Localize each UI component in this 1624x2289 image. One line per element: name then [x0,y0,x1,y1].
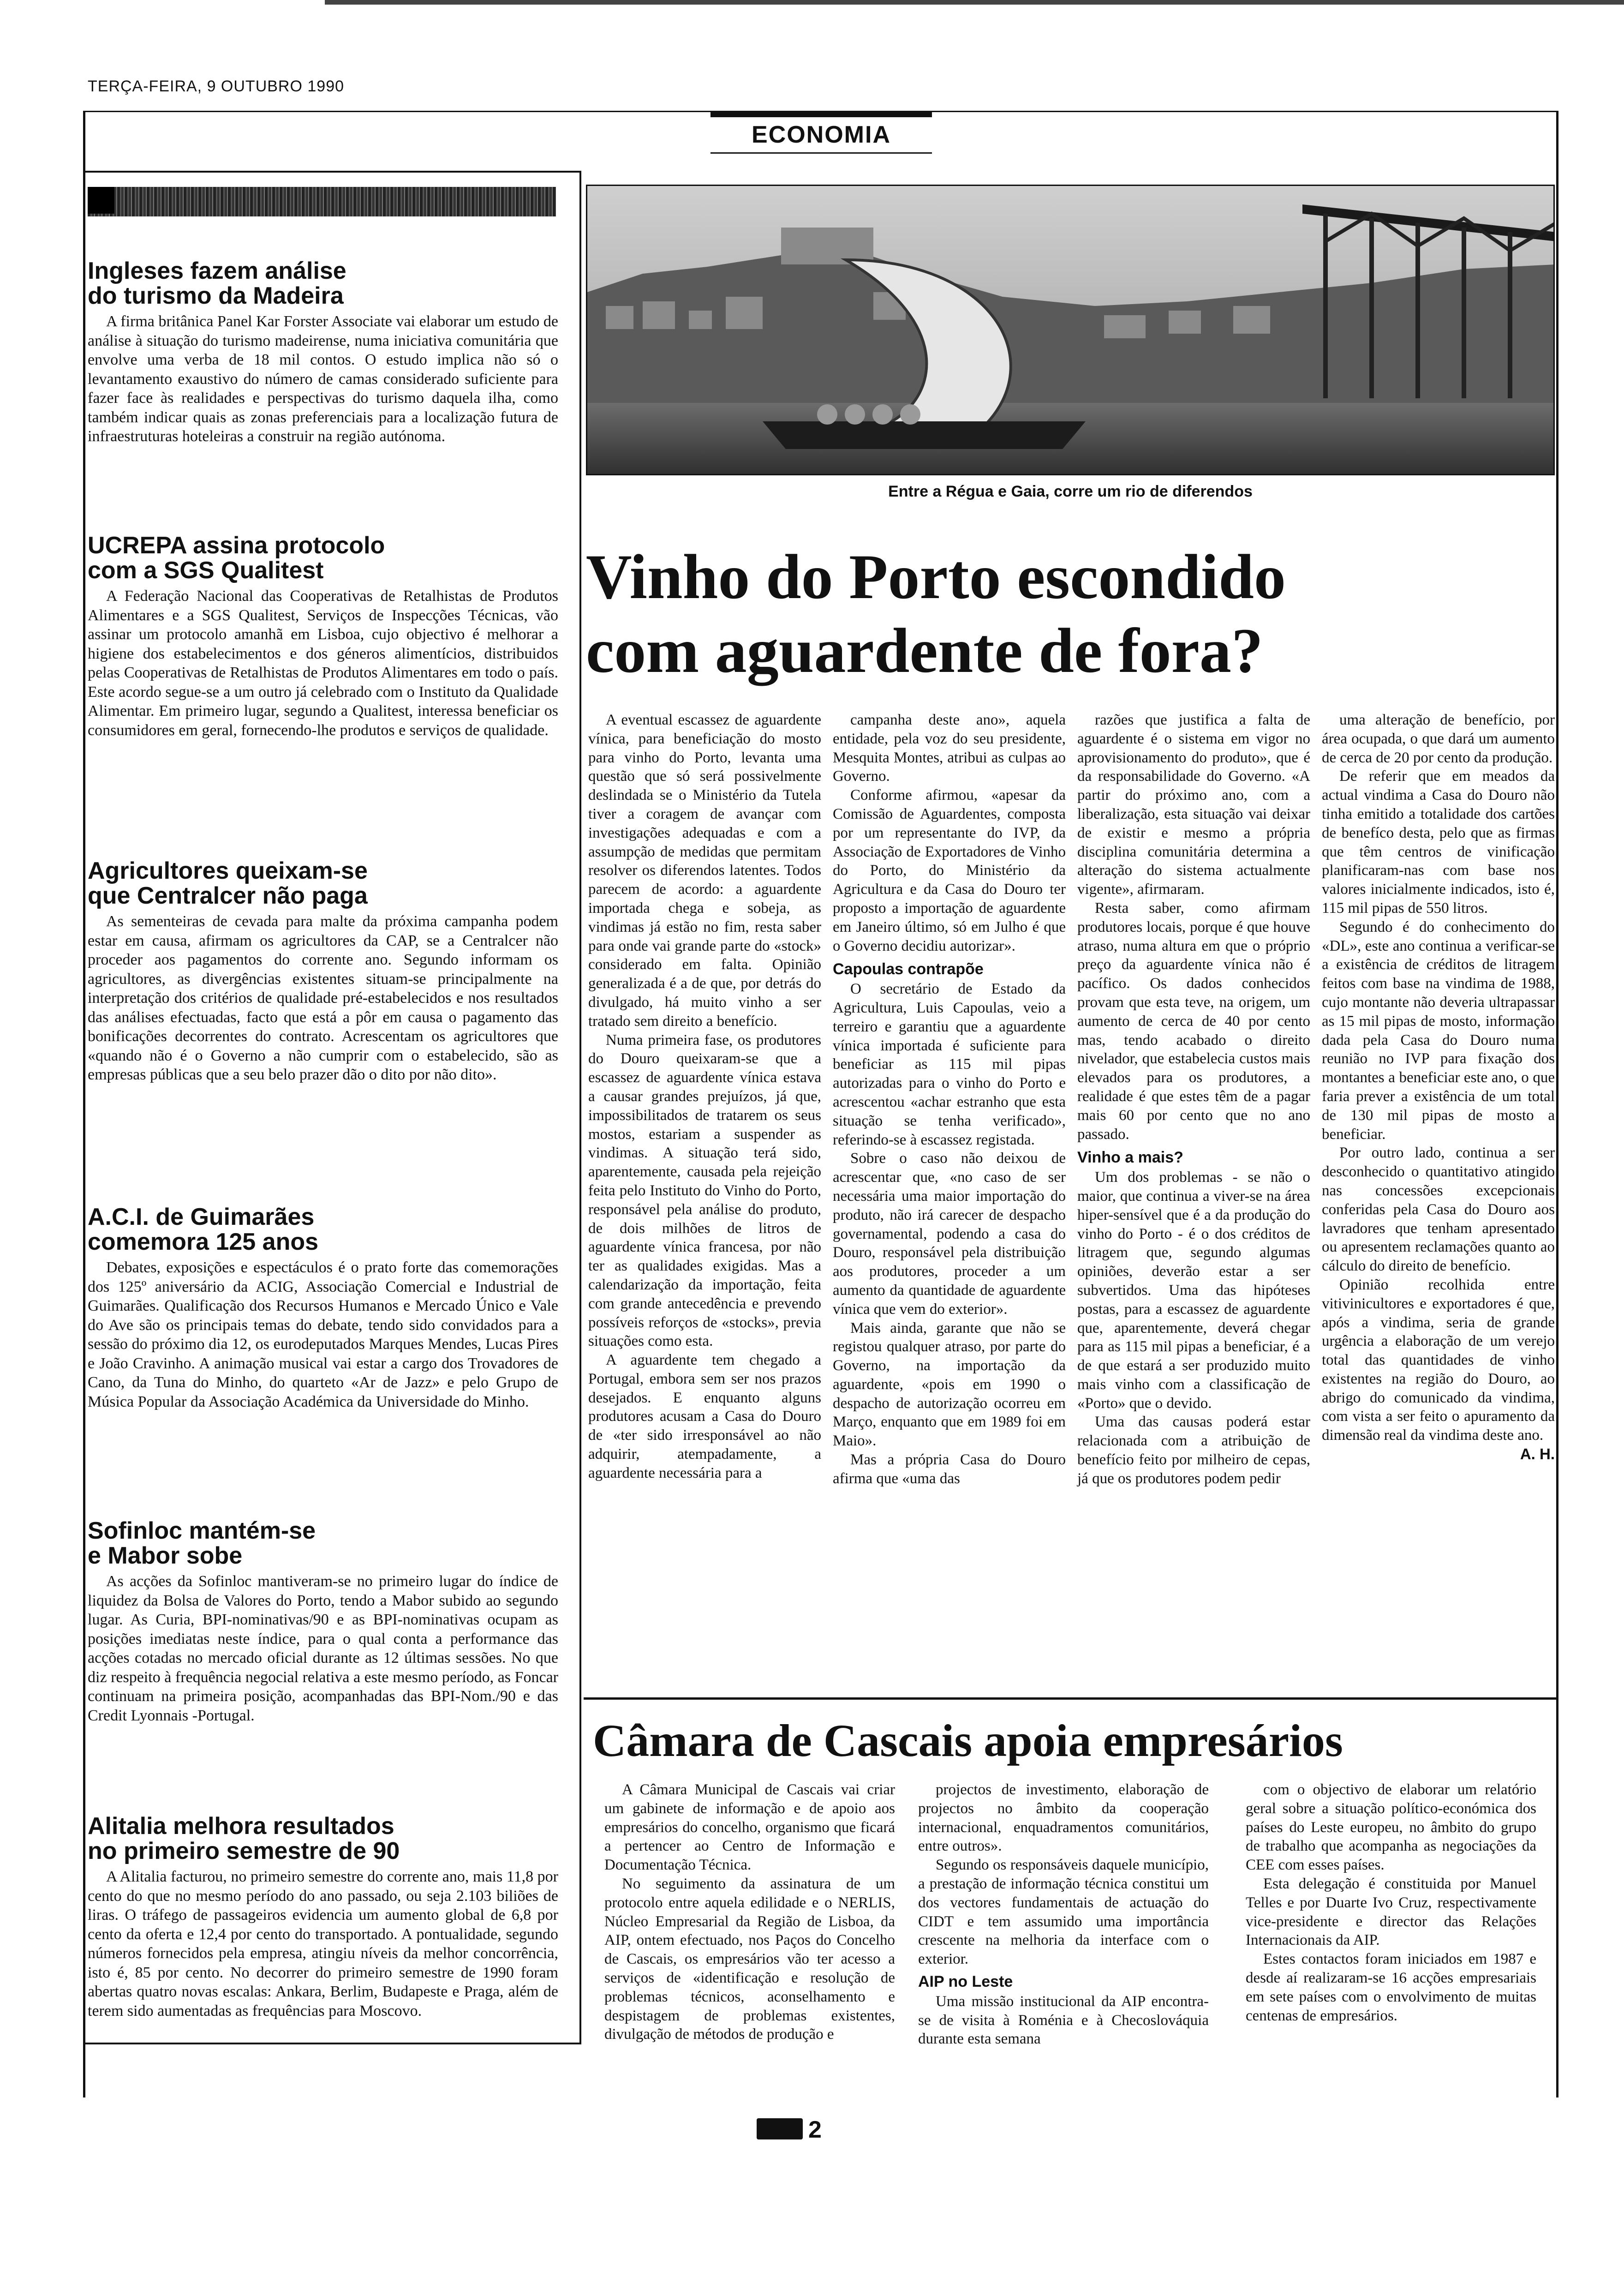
sidebar-header-band [88,187,556,216]
page-number: 2 [808,2116,822,2143]
second-headline: Câmara de Cascais apoia empresários [593,1715,1343,1766]
date-line: TERÇA-FEIRA, 9 OUTUBRO 1990 [88,78,345,95]
main-story-column-1 [588,711,821,1483]
paragraph: uma alteração de benefício, por área ocupada, o que dará um aumento de cerca de 20 por cento da produção. [1322,712,1555,766]
paragraph: De referir que em meados da actual vindima a Casa do Douro não tinha emitido a totalidade dos cartões de benefíco desta, pelo que as firmas que têm centros de vinificação planificaram-nas com base nos valores inicialmente indicados, isto é, 115 mil pipas de 550 litros. [1322,768,1555,917]
brief-ucrepa [88,533,558,740]
paragraph: O secretário de Estado da Agricultura, Luis Capoulas, veio a terreiro e garantiu que a aguardente vínica importada é suficiente para beneficiar as 115 mil pipas autorizadas para o vinho do Porto e acrescentou «achar estranho que esta situação se tenha verificado», referindo-se à escassez registada. [833,981,1066,1148]
sidebar-square-icon [88,187,114,214]
second-story-column-1 [604,1780,895,2044]
newspaper-logo-icon [757,2118,803,2139]
subhead: Capoulas contrapõe [833,960,984,978]
scan-edge [0,0,1624,5]
paragraph: Segundo os responsáveis daquele município, a prestação de informação técnica constitui um dos vectores fundamentais de actuação do CIDT e tem assumido uma importância crescente na melhoria da interface com o exterior. [918,1857,1209,1968]
paragraph: Esta delegação é constituida por Manuel Telles e por Duarte Ivo Cruz, respectivamente vice-presidente e director das Relações Internacionais da AIP. [1246,1875,1536,1949]
paragraph: Uma missão institucional da AIP encontra-se de visita à Roménia e à Checoslováquia durante esta semana [918,1993,1209,2048]
douro-river-photo [586,185,1555,475]
brief-title: Ingleses fazem análise do turismo da Madeira [88,258,346,309]
main-story-column-4 [1322,711,1555,1464]
brief-agricultores [88,858,558,1085]
photo-illustration [587,186,1555,475]
subhead: Vinho a mais? [1077,1149,1183,1167]
paragraph: No seguimento da assinatura de um protocolo entre aquela edilidade e o NERLIS, Núcleo Empresarial da Região de Lisboa, da AIP, ontem efectuado, nos Paços do Concelho de Cascais, os empresários vão ter acesso a serviços de «identificação e resolução de problemas técnicos, aconselhamento e despistagem de problemas existentes, divulgação de métodos de produção e [604,1875,895,2043]
brief-body: As sementeiras de cevada para malte da próxima campanha podem estar em causa, afirmam os agricultores da CAP, se a Centralcer não proceder aos pagamentos do corrente ano. Segundo informam os agricultores, as divergências existentes situam-se principalmente na interpretação dos critérios de qualidade pré-estabelecidos e nos resultados das análises efectuadas, facto que está a pôr em causa o pagamento das bonificações decorrentes do contrato. Acrescentam os agricultores que «quando não é o Governo a não cumprir com o estabelecido, são as empresas públicas que a seu belo prazer dão o dito por não dito». [88,913,558,1083]
paragraph: A eventual escassez de aguardente vínica, para beneficiação do mosto para vinho do Porto, levanta uma questão que só será possivelmente deslindada se o Ministério da Tutela tiver a coragem de avançar com investigações adequadas e com a assumpção de medidas que permitam resolver os diferendos latentes. Todos parecem de acordo: a aguardente importada chega e sobeja, as vindimas já estão no fim, resta saber para onde vai grande parte do «stock» considerado em falta. Opinião generalizada é a de que, por detrás do divulgado, há muito vinho a ser tratado sem direito a benefício. [588,712,821,1030]
paragraph: Resta saber, como afirmam produtores locais, porque é que houve atraso, numa altura em que o próprio preço da aguardente vínica não é pacífico. Os dados conhecidos provam que esta teve, na origem, um aumento de cerca de 40 por cento mas, tendo acabado o direito nivelador, que estabelecia custos mais elevados para os produtores, a realidade é que estes têm de a pagar mais 60 por cento que no ano passado. [1077,899,1310,1143]
brief-body: As acções da Sofinloc mantiveram-se no primeiro lugar do índice de liquidez da Bolsa de Valores do Porto, tendo a Mabor subido ao segundo lugar. As Curia, BPI-nominativas/90 e as BPI-nominativas ocupam as posições imediatas neste índice, para o qual conta a performance das acções cotadas no mercado oficial durante as 12 últimas sessões. No que diz respeito à frequência negocial relativa a este mesmo período, as Foncar continuam na primeira posição, acompanhadas das BPI-Nom./90 e das Credit Lyonnais -Portugal. [88,1573,558,1724]
brief-madeira [88,258,558,446]
paragraph: Mais ainda, garante que não se registou qualquer atraso, por parte do Governo, na importação da aguardente, «pois em 1990 o despacho de autorização ocorreu em Março, enquanto que em 1989 foi em Maio». [833,1319,1066,1450]
subhead: AIP no Leste [918,1972,1013,1990]
briefs-sidebar [83,171,581,2044]
brief-title: A.C.I. de Guimarães comemora 125 anos [88,1204,319,1255]
brief-title: Sofinloc mantém-se e Mabor sobe [88,1517,316,1569]
main-story-column-3 [1077,711,1310,1488]
paragraph: projectos de investimento, elaboração de projectos no âmbito da cooperação internacional, enquadramentos comunitários, entre outros». [918,1781,1209,1855]
paragraph: Estes contactos foram iniciados em 1987 e desde aí realizaram-se 16 acções empresariais em sete países com o envolvimento de muitas centenas de empresários. [1246,1951,1536,2024]
second-story-column-2 [918,1780,1209,2049]
paragraph: Sobre o caso não deixou de acrescentar que, «no caso de ser necessária uma maior importação do produto, não irá carecer de despacho governamental, podendo a casa do Douro, responsável pela distribuição aos produtores, proceder a um aumento da quantidade de aguardente vínica que vem do exterior». [833,1150,1066,1318]
photo-caption: Entre a Régua e Gaia, corre um rio de diferendos [888,483,1253,500]
main-story-column-2 [833,711,1066,1488]
brief-title: UCREPA assina protocolo com a SGS Qualitest [88,532,385,584]
brief-alitalia [88,1814,558,2020]
brief-body: A Federação Nacional das Cooperativas de Retalhistas de Produtos Alimentares e a SGS Qualitest, Serviços de Inspecções Técnicas, vão assinar um protocolo amanhã em Lisboa, cujo objectivo é melhorar a higiene dos estabelecimentos e dos géneros alimentícios, distribuidos pelas Cooperativas de Retalhistas de Produtos Alimentares em todo o país. Este acordo segue-se a um outro já celebrado com o Instituto da Qualidade Alimentar. Em primeiro lugar, segundo a Qualitest, interessa beneficiar os consumidores em geral, fornecendo-lhe produtos e serviços de qualidade. [88,587,558,739]
author-signature: A. H. [1520,1445,1555,1463]
paragraph: A Câmara Municipal de Cascais vai criar um gabinete de informação e de apoio aos empresários do concelho, organismo que ficará a pertencer ao Centro de Informação e Documentação Técnica. [604,1781,895,1874]
second-story-rule [584,1697,1557,1700]
paragraph: Segundo é do conhecimento do «DL», este ano continua a verificar-se a existência de créditos de litragem feitos com base na vindima de 1988, cujo montante não deveria ultrapassar as 15 mil pipas de mosto, informação dada pela Casa do Douro numa reunião no IVP para fixação dos montantes a beneficiar este ano, o que faria prever a existência de um total de 130 mil pipas de mosto a beneficiar. [1322,918,1555,1143]
main-headline: Vinho do Porto escondido com aguardente de fora? [586,541,1286,686]
section-label: ECONOMIA [752,121,891,148]
paragraph: Numa primeira fase, os produtores do Douro queixaram-se que a escassez de aguardente vínica estava a causar grandes prejuízos, já que, impossibilitados de tratarem os seus mostos, estariam a suspender as vindimas. A situação terá sido, aparentemente, causada pela rejeição feita pelo Instituto do Vinho do Porto, responsável pela análise do produto, de dois milhões de litros de aguardente vínica francesa, por não ter as qualidades exigidas. Mas a calendarização da importação, feita com grande antecedência e prevendo possíveis reforços de «stocks», previa situações como esta. [588,1031,821,1350]
paragraph: Opinião recolhida entre vitivinicultores e exportadores é que, após a vindima, seria de grande urgência a elaboração de um verejo total das quantidades de vinho existentes na região do Douro, ao abrigo do comunicado da vindima, com vista a ser feito o apuramento da dimensão real da vindima deste ano. [1322,1276,1555,1444]
brief-body: Debates, exposições e espectáculos é o prato forte das comemorações dos 125º aniversário da ACIG, Associação Comercial e Industrial de Guimarães. Qualificação dos Recursos Humanos e Mercado Único e Vale do Ave são os principais temas do debate, tendo sido convidados para a sessão do próximo dia 12, os eurodeputados Marques Mendes, Lucas Pires e João Cravinho. A animação musical vai estar a cargo dos Trovadores de Cano, da Tuna do Minho, do quarteto «Ar de Jazz» e pelo Grupo de Música Popular da Associação Académica da Universidade do Minho. [88,1259,558,1410]
section-bar [710,111,932,117]
second-story-column-3 [1246,1780,1536,2025]
paragraph: Um dos problemas - se não o maior, que continua a viver-se na área hiper-sensível que é a da produção do vinho do Porto - é o dos créditos de litragem que, segundo algumas opiniões, deverão estar a ser subvertidos. Uma das hipóteses postas, para a escassez de aguardente que, aparentemente, deverá chegar para as 115 mil pipas a beneficiar, é a de que estará a ser produzido muito mais vinho com a classificação de «Porto» que o devido. [1077,1169,1310,1412]
brief-acig [88,1204,558,1411]
paragraph: razões que justifica a falta de aguardente é o sistema em vigor no aprovisionamento do produto», que é da responsabilidade do Governo. «A partir do próximo ano, com a liberalização, esta situação vai deixar de existir e mesmo a própria disciplina comunitária determina a alteração do sistema actualmente vigente», afirmaram. [1077,712,1310,898]
paragraph: Uma das causas poderá estar relacionada com a atribuição de benefício feito por milheiro de cepas, já que os produtores podem pedir [1077,1414,1310,1487]
brief-sofinloc [88,1518,558,1725]
paragraph: campanha deste ano», aquela entidade, pela voz do seu presidente, Mesquita Montes, atribui as culpas ao Governo. [833,712,1066,785]
brief-body: A firma britânica Panel Kar Forster Associate vai elaborar um estudo de análise à situação do turismo madeirense, numa iniciativa comunitária que envolve uma verba de 18 mil contos. O estudo implica não só o levantamento exaustivo do número de camas considerado suficiente para fazer face às realidades e perspectivas do turismo daquela ilha, como também indicar quais as zonas preferenciais para a localização futura de infraestruturas hoteleiras a construir na região autónoma. [88,313,558,445]
paragraph: com o objectivo de elaborar um relatório geral sobre a situação político-económica dos países do Leste europeu, no âmbito do grupo de trabalho que acompanha as negociações da CEE com esses países. [1246,1781,1536,1874]
paragraph: Por outro lado, continua a ser desconhecido o quantitativo atingido nas concessões excepcionais conferidas pela Casa do Douro aos lavradores que tenham apresentado ou apresentem reclamações quanto ao cálculo do direito de benefício. [1322,1144,1555,1275]
paragraph: A aguardente tem chegado a Portugal, embora sem ser nos prazos desejados. E enquanto alguns produtores acusam a Casa do Douro de «ter sido irresponsável ao não adquirir, atempadamente, a aguardente necessária para a [588,1352,821,1481]
section-underline [710,152,932,154]
brief-body: A Alitalia facturou, no primeiro semestre do corrente ano, mais 11,8 por cento do que no mesmo período do ano passado, ou seja 2.103 biliões de liras. O tráfego de passageiros evidencia um aumento global de 6,8 por cento da oferta e 12,4 por cento do transportado. A pontualidade, segundo números fornecidos pela empresa, atingiu níveis da melhor concorrência, isto é, 85 por cento. No decorrer do primeiro semestre de 1990 foram abertas quatro novas escalas: Ankara, Berlim, Budapeste e Praga, além de terem sido aumentadas as frequências para Moscovo. [88,1868,558,2019]
brief-title: Alitalia melhora resultados no primeiro semestre de 90 [88,1813,400,1864]
brief-title: Agricultores queixam-se que Centralcer não paga [88,857,368,909]
paragraph: Conforme afirmou, «apesar da Comissão de Aguardentes, composta por um representante do IVP, da Associação de Exportadores de Vinho do Porto, do Ministério da Agricultura e da Casa do Douro ter proposto a importação de aguardente em Janeiro último, só em Julho é que o Governo decidiu autorizar». [833,787,1066,954]
paragraph: Mas a própria Casa do Douro afirma que «uma das [833,1451,1066,1487]
